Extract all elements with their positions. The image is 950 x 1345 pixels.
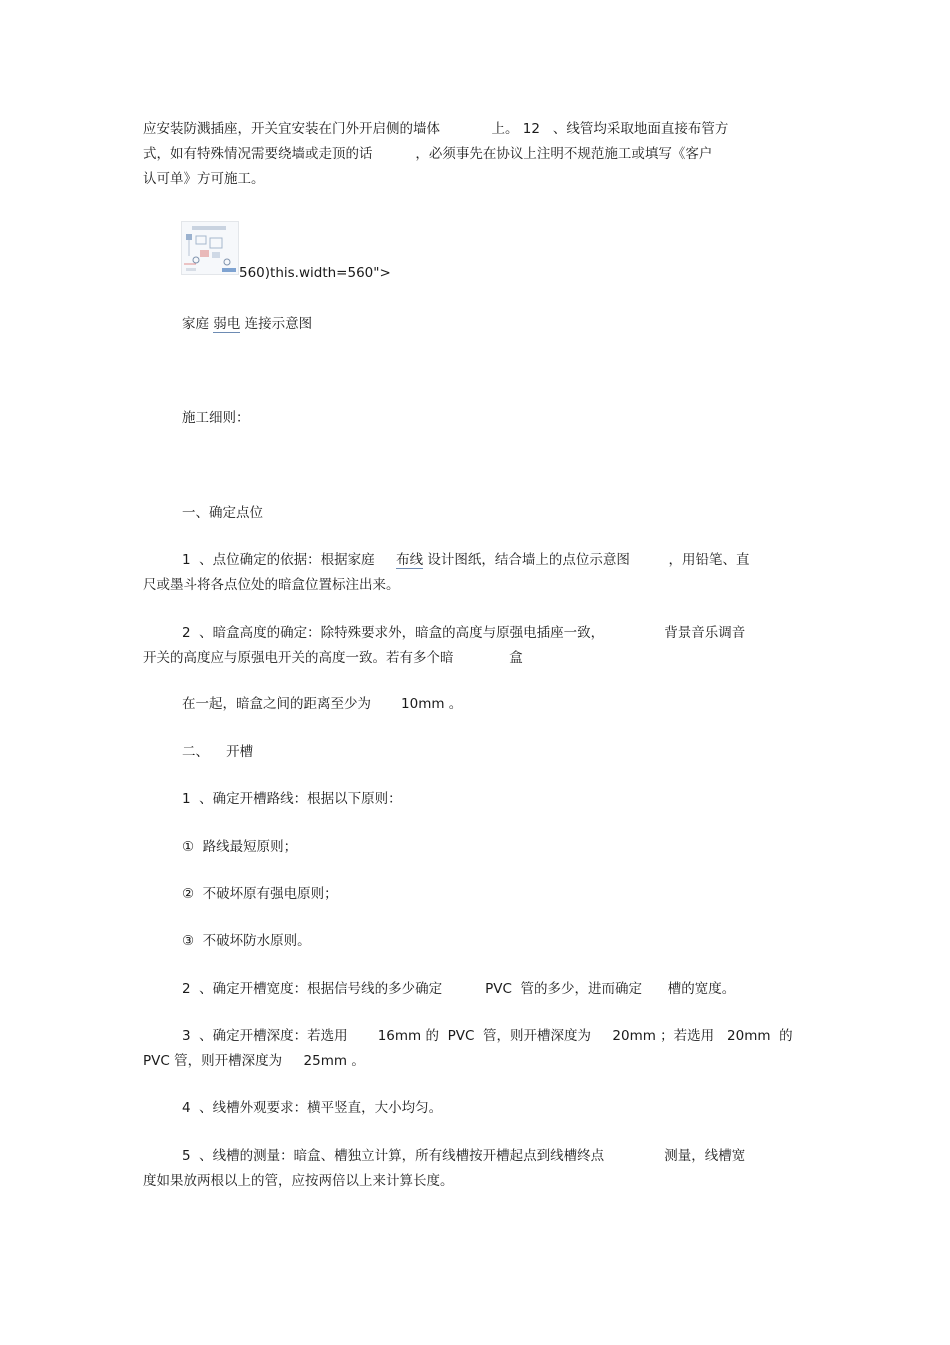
s1-point-1-prefix: 1 、点位确定的依据：根据家庭 (182, 552, 397, 568)
detail-title: 施工细则： (182, 410, 250, 426)
wiring-link[interactable]: 布线 (396, 552, 424, 568)
s2-point-5-line-1: 5 、线槽的测量：暗盒、槽独立计算，所有线槽按开槽起点到线槽终点 测量，线槽宽 (182, 1148, 746, 1164)
section-2-title: 二、 开槽 (182, 744, 254, 760)
s2-point-1: 1 、确定开槽路线：根据以下原则： (182, 791, 402, 807)
image-alt-fragment: 560)this.width=560"> (239, 265, 391, 281)
s2-point-3-line-1: 3 、确定开槽深度：若选用 16mm 的 PVC 管，则开槽深度为 20mm ；若选用 20mm 的 (182, 1028, 793, 1044)
weak-current-link[interactable]: 弱电 (213, 316, 241, 332)
caption-prefix: 家庭 (182, 316, 214, 332)
s2-rule-2: ② 不破坏原有强电原则； (182, 886, 338, 902)
intro-line-3: 认可单》方可施工。 (143, 171, 265, 187)
section-1-title: 一、确定点位 (182, 505, 263, 521)
s2-point-4: 4 、线槽外观要求：横平竖直，大小均匀。 (182, 1100, 443, 1116)
s1-point-2-line-2: 开关的高度应与原强电开关的高度一致。若有多个暗 盒 (143, 650, 523, 666)
s2-rule-3: ③ 不破坏防水原则。 (182, 933, 311, 949)
intro-line-1: 应安装防溅插座，开关宜安装在门外开启侧的墙体 上。 12 、线管均采取地面直接布管方 (143, 121, 729, 137)
s1-point-2-line-3: 在一起，暗盒之间的距离至少为 10mm 。 (182, 696, 463, 712)
s2-rule-1: ① 路线最短原则； (182, 839, 298, 855)
caption-suffix: 连接示意图 (240, 316, 313, 332)
s1-point-2-line-1: 2 、暗盒高度的确定：除特殊要求外，暗盒的高度与原强电插座一致， 背景音乐调音 (182, 625, 746, 641)
diagram-thumbnail-image[interactable] (181, 221, 239, 275)
diagram-caption (182, 315, 312, 333)
s1-point-1-line-2: 尺或墨斗将各点位处的暗盒位置标注出来。 (143, 577, 400, 593)
s1-point-1-line-1 (182, 551, 750, 569)
intro-line-2: 式，如有特殊情况需要绕墙或走顶的话 ，必须事先在协议上注明不规范施工或填写《客户 (143, 146, 713, 162)
s1-point-1-suffix: 设计图纸，结合墙上的点位示意图 ，用铅笔、直 (423, 552, 750, 568)
s2-point-5-line-2: 度如果放两根以上的管，应按两倍以上来计算长度。 (143, 1173, 454, 1189)
s2-point-2: 2 、确定开槽宽度：根据信号线的多少确定 PVC 管的多少，进而确定 槽的宽度。 (182, 981, 736, 997)
s2-point-3-line-2: PVC 管，则开槽深度为 25mm 。 (143, 1053, 365, 1069)
